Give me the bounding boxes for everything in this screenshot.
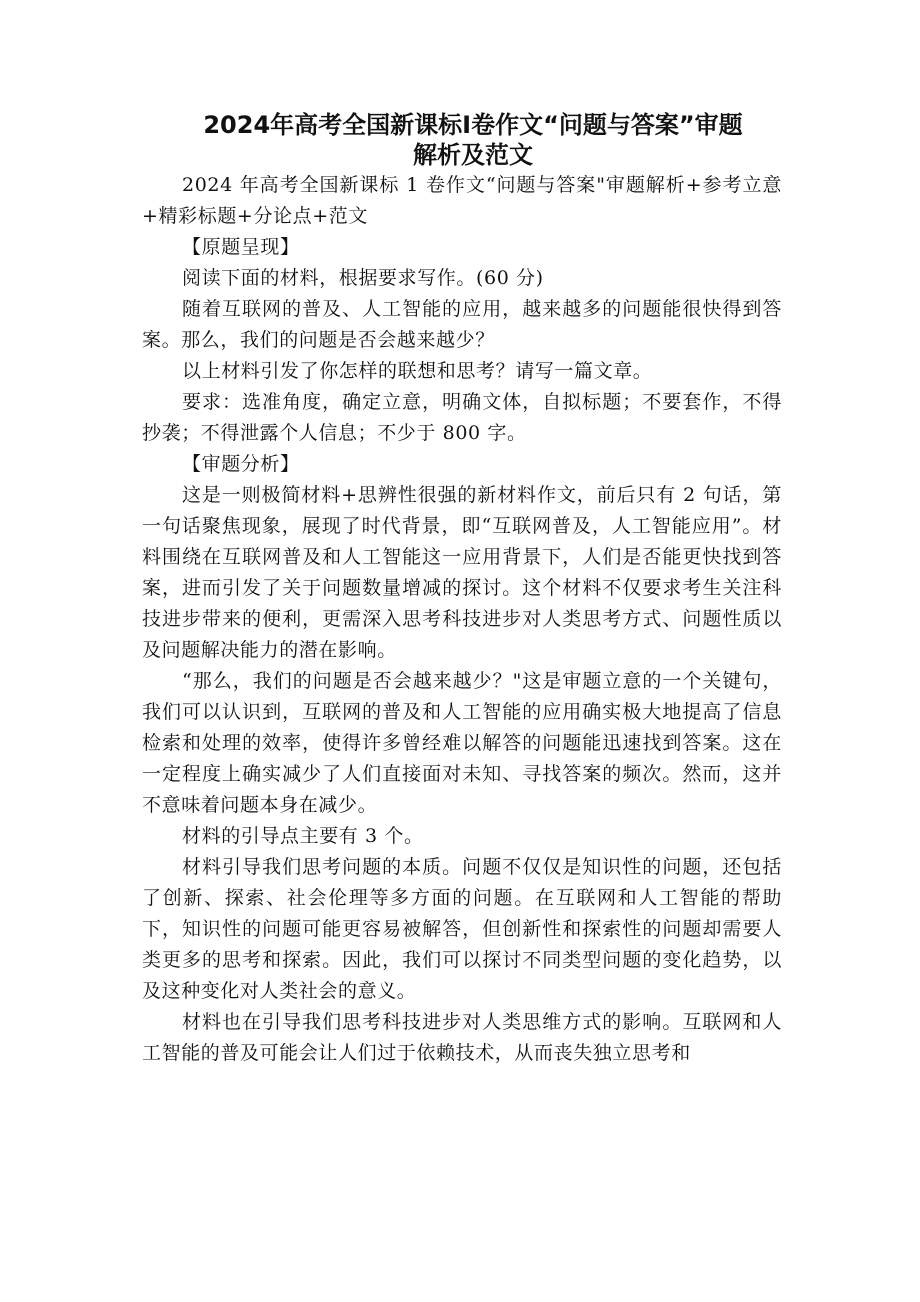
question-material: 随着互联网的普及、人工智能的应用，越来越多的问题能很快得到答案。那么，我们的问题是否会越来越少？ [142, 298, 782, 351]
analysis-paragraph-5: 材料也在引导我们思考科技进步对人类思维方式的影响。互联网和人工智能的普及可能会让人们过于依赖技术，从而丧失独立思考和 [142, 1011, 782, 1064]
question-instruction: 阅读下面的材料，根据要求写作。(60 分) [182, 267, 544, 289]
intro-paragraph: 2024 年高考全国新课标 1 卷作文“问题与答案"审题解析+参考立意+精彩标题+分论点+范文 [142, 174, 782, 227]
analysis-paragraph-4: 材料引导我们思考问题的本质。问题不仅仅是知识性的问题，还包括了创新、探索、社会伦理等多方面的问题。在互联网和人工智能的帮助下，知识性的问题可能更容易被解答，但创新性和探索性的问题却需要人类更多的思考和探索。因此，我们可以探讨不同类型问题的变化趋势，以及这种变化对人类社会的意义。 [142, 856, 782, 1002]
question-requirements: 要求：选准角度，确定立意，明确文体，自拟标题；不要套作，不得抄袭；不得泄露个人信息；不少于 800 字。 [142, 391, 782, 444]
analysis-paragraph-1: 这是一则极简材料+思辨性很强的新材料作文，前后只有 2 句话，第一句话聚焦现象，展现了时代背景，即“互联网普及，人工智能应用”。材料围绕在互联网普及和人工智能这一应用背景下，人们是否能更快找到答案，进而引发了关于问题数量增减的探讨。这个材料不仅要求考生关注科技进步带来的便利，更需深入思考科技进步对人类思考方式、问题性质以及问题解决能力的潜在影响。 [142, 484, 782, 661]
question-prompt: 以上材料引发了你怎样的联想和思考？请写一篇文章。 [182, 360, 653, 382]
section-heading-analysis: 【审题分析】 [182, 453, 300, 475]
title-line-1: 2024年高考全国新课标Ⅰ卷作文“问题与答案”审题 [203, 111, 743, 139]
analysis-paragraph-3: 材料的引导点主要有 3 个。 [182, 825, 424, 847]
title-line-2: 解析及范文 [413, 141, 533, 169]
analysis-paragraph-2: “那么，我们的问题是否会越来越少？"这是审题立意的一个关键句，我们可以认识到，互联网的普及和人工智能的应用确实极大地提高了信息检索和处理的效率，使得许多曾经难以解答的问题能迅速找到答案。这在一定程度上确实减少了人们直接面对未知、寻找答案的频次。然而，这并不意味着问题本身在减少。 [142, 670, 782, 816]
section-heading-original-question: 【原题呈现】 [182, 236, 300, 258]
document-title [142, 110, 782, 170]
document-page [142, 110, 782, 1069]
